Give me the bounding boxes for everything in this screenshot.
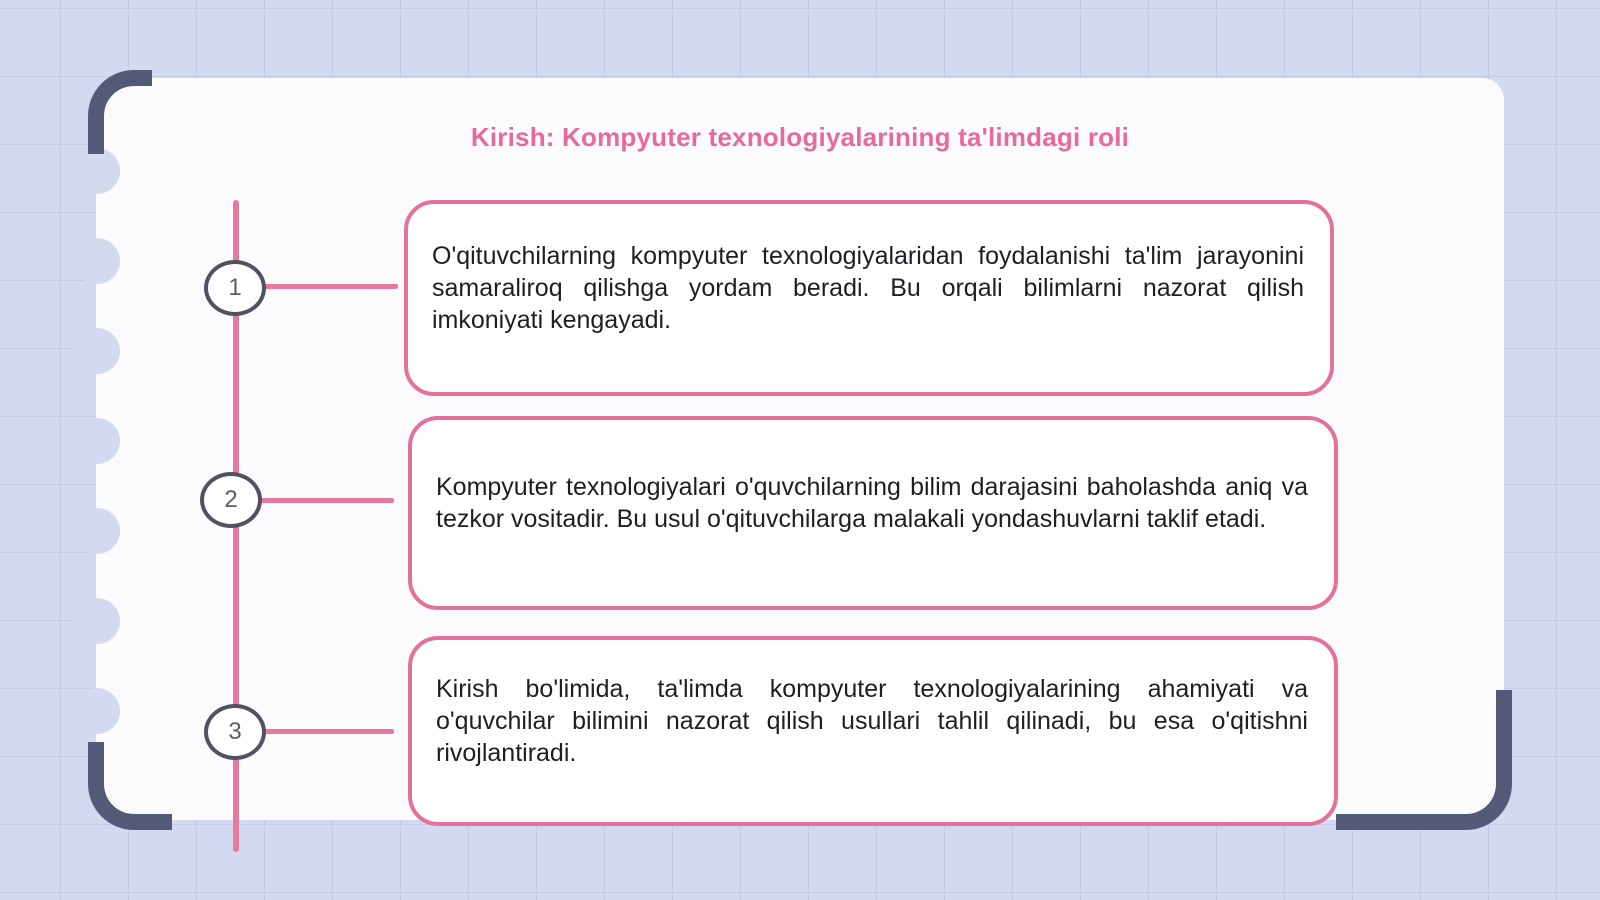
step-card: [408, 636, 1338, 826]
card-notch: [74, 418, 120, 464]
step-number: 1: [228, 274, 242, 301]
corner-bracket-bottom-left: [88, 742, 172, 830]
corner-bracket-bottom-right: [1336, 690, 1512, 830]
step-card: [408, 416, 1338, 610]
step-number: 2: [224, 486, 238, 513]
card-notch: [74, 328, 120, 374]
card-notch: [74, 508, 120, 554]
card-notch: [74, 598, 120, 644]
step-number: 3: [228, 718, 242, 745]
card-notch: [74, 688, 120, 734]
card-notch: [74, 148, 120, 194]
timeline-connector: [264, 284, 398, 289]
card-notch: [74, 238, 120, 284]
step-text: Kirish bo'limida, ta'limda kompyuter texnologiyalarining ahamiyati va o'quvchilar bilimini nazorat qilish usullari tahlil qilinadi, bu esa o'qitishni rivojlantiradi.: [436, 675, 1308, 767]
timeline-connector: [260, 498, 394, 503]
step-text: Kompyuter texnologiyalari o'quvchilarning bilim darajasini baholashda aniq va tezkor vositadir. Bu usul o'qituvchilarga malakali yondashuvlarni taklif etadi.: [436, 473, 1308, 533]
step-number-badge: [204, 704, 266, 760]
step-text: O'qituvchilarning kompyuter texnologiyalaridan foydalanishi ta'lim jarayonini samaraliroq qilishga yordam beradi. Bu orqali bilimlarni nazorat qilish imkoniyati kengayadi.: [432, 242, 1304, 334]
step-number-badge: [204, 260, 266, 316]
step-card: [404, 200, 1334, 396]
step-number-badge: [200, 472, 262, 528]
slide-title: Kirish: Kompyuter texnologiyalarining ta'limdagi roli: [470, 122, 1130, 152]
timeline-connector: [264, 729, 394, 734]
